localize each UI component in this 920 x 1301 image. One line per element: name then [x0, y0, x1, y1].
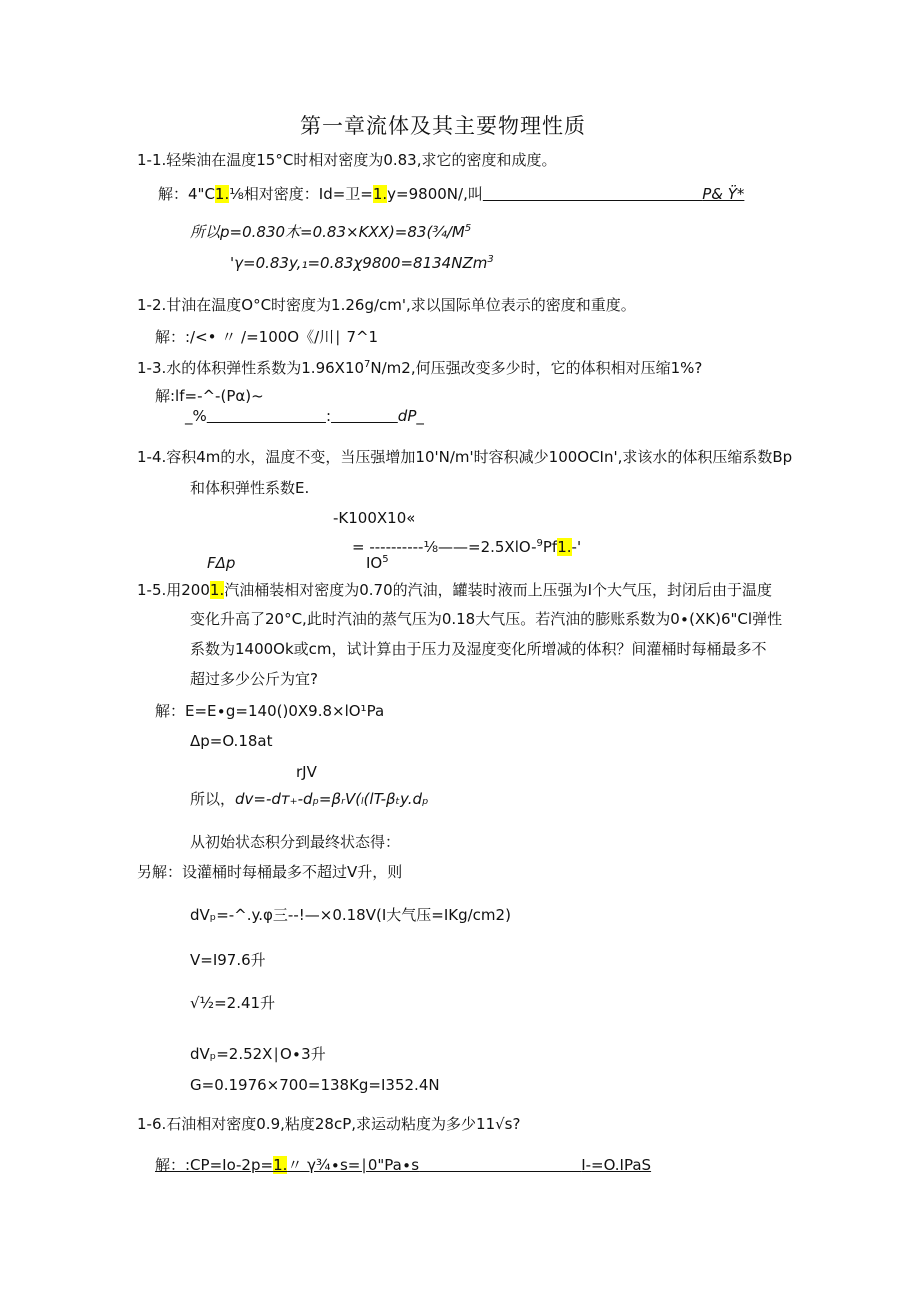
solution-1-1-line3	[230, 253, 494, 273]
page-title: 第一章流体及其主要物理性质	[300, 114, 586, 138]
formula-numerator: -K100X10«	[333, 509, 416, 527]
solution-1-3-line2	[185, 406, 424, 426]
problem-1-5-line1	[137, 580, 772, 600]
problem-1-4-line1: 1-4.容积4m的水，温度不变，当压强增加10'N∕m'时容积减少100OCIn',求该水的体积压缩系数Bp	[137, 448, 793, 466]
text-run: :	[325, 407, 332, 425]
text-run: dP_	[397, 407, 424, 425]
alt-solution-line2: dVₚ=-^.y.φ三--!—×0.18V(I大气压=IKg/cm2)	[190, 906, 511, 924]
solution-1-5-line2: Δp=O.18at	[190, 732, 273, 750]
solution-1-6-line1	[155, 1155, 651, 1175]
problem-1-2: 1-2.甘油在温度O°C时密度为1.26g∕cm',求以国际单位表示的密度和重度。	[137, 296, 636, 314]
text-run: = ----------⅛——=2.5XlO-	[352, 538, 537, 556]
solution-1-1-line1	[158, 184, 744, 204]
text-run: N∕m2,何压强改变多少时，它的体积相对压缩1%?	[370, 359, 703, 377]
text-run: 所以，	[190, 790, 236, 808]
problem-1-4-line2: 和体积弹性系数E.	[190, 479, 310, 497]
superscript: 9	[536, 538, 543, 549]
problem-1-1: 1-1.轻柴油在温度15°C时相对密度为0.83,求它的密度和成度。	[137, 151, 557, 169]
highlight-mark: 1.	[557, 538, 572, 556]
problem-1-3	[137, 358, 702, 378]
solution-1-1-line2	[190, 222, 471, 242]
text-run: 解：4"C	[158, 185, 215, 203]
text-run: 'γ=0.83y,₁=0.83χ9800=8134NZm	[230, 254, 488, 272]
problem-1-6: 1-6.石油相对密度0.9,粘度28cP,求运动粘度为多少11√s?	[137, 1115, 521, 1133]
text-run: _%	[185, 407, 207, 425]
alt-solution-line3: V=I97.6升	[190, 951, 266, 969]
highlight-mark: 1.	[372, 185, 388, 203]
alt-solution-line1: 另解：设灌桶时每桶最多不超过V升，则	[137, 863, 403, 881]
text-run: y=9800N/,叫	[387, 185, 483, 203]
highlight-mark: 1.	[214, 185, 230, 203]
text-run: IO	[366, 554, 383, 572]
solution-1-5-line1: 解：E=E∙g=140()0X9.8×lO¹Pa	[155, 702, 385, 720]
text-run: 〃 γ¾∙s=∣0"Pa∙s	[287, 1156, 420, 1174]
text-run: Pf	[542, 538, 558, 556]
blank-line	[207, 407, 326, 425]
highlight-mark: 1.	[273, 1156, 288, 1174]
problem-1-5-line3: 系数为1400Ok或cm，试计算由于压力及湿度变化所增减的体积？间灌桶时每桶最多不	[190, 640, 767, 658]
solution-1-5-line3: rJV	[296, 763, 317, 781]
text-run: P& Ÿ*	[702, 185, 745, 203]
formula-denominator-left: FΔp	[207, 554, 236, 572]
alt-solution-line4: √½=2.41升	[190, 994, 276, 1012]
text-run: 汽油桶装相对密度为0.70的汽油，罐装时液而上压强为I个大气压，封闭后由于温度	[224, 581, 773, 599]
blank-line	[483, 185, 745, 203]
alt-solution-line6: G=0.1976×700=138Kg=I352.4N	[190, 1076, 440, 1094]
alt-solution-line5: dVₚ=2.52X∣O∙3升	[190, 1045, 326, 1063]
superscript: 3	[487, 254, 494, 265]
problem-1-5-line4: 超过多少公斤为宜?	[190, 670, 318, 688]
blank-line	[155, 1156, 651, 1174]
text-run: 1-5.用200	[137, 581, 210, 599]
text-run: I-=O.IPaS	[581, 1156, 652, 1174]
solution-1-5-line5: 从初始状态积分到最终状态得：	[190, 833, 401, 851]
text-run: ⅛相对密度：Id=卫=	[229, 185, 373, 203]
superscript: 5	[382, 554, 389, 565]
formula-denominator	[366, 553, 389, 573]
text-run: dv=-dт₊-dₚ=βᵣV(ₗ(lT-βₜy.dₚ	[235, 790, 429, 808]
blank-line	[331, 407, 398, 425]
text-run: -'	[571, 538, 582, 556]
text-run: 解：:CP=Io-2p=	[155, 1156, 274, 1174]
solution-1-2-line1: 解：:/<• 〃 /=100O《/川∣ 7^1	[155, 328, 379, 346]
text-run: 所以p=0.830木=0.83×KXX)=83(¾∕M	[190, 223, 465, 241]
problem-1-5-line2: 变化升高了20°C,此时汽油的蒸气压为0.18大气压。若汽油的膨账系数为0∙(XK)6"Cl弹性	[190, 610, 783, 628]
solution-1-5-line4	[190, 789, 428, 809]
highlight-mark: 1.	[209, 581, 225, 599]
superscript: 5	[464, 223, 472, 234]
text-run: 1-3.水的体积弹性系数为1.96X10	[137, 359, 365, 377]
superscript: 7	[364, 359, 371, 370]
solution-1-3-line1: 解:lf=-^-(Pα)~	[155, 387, 264, 405]
